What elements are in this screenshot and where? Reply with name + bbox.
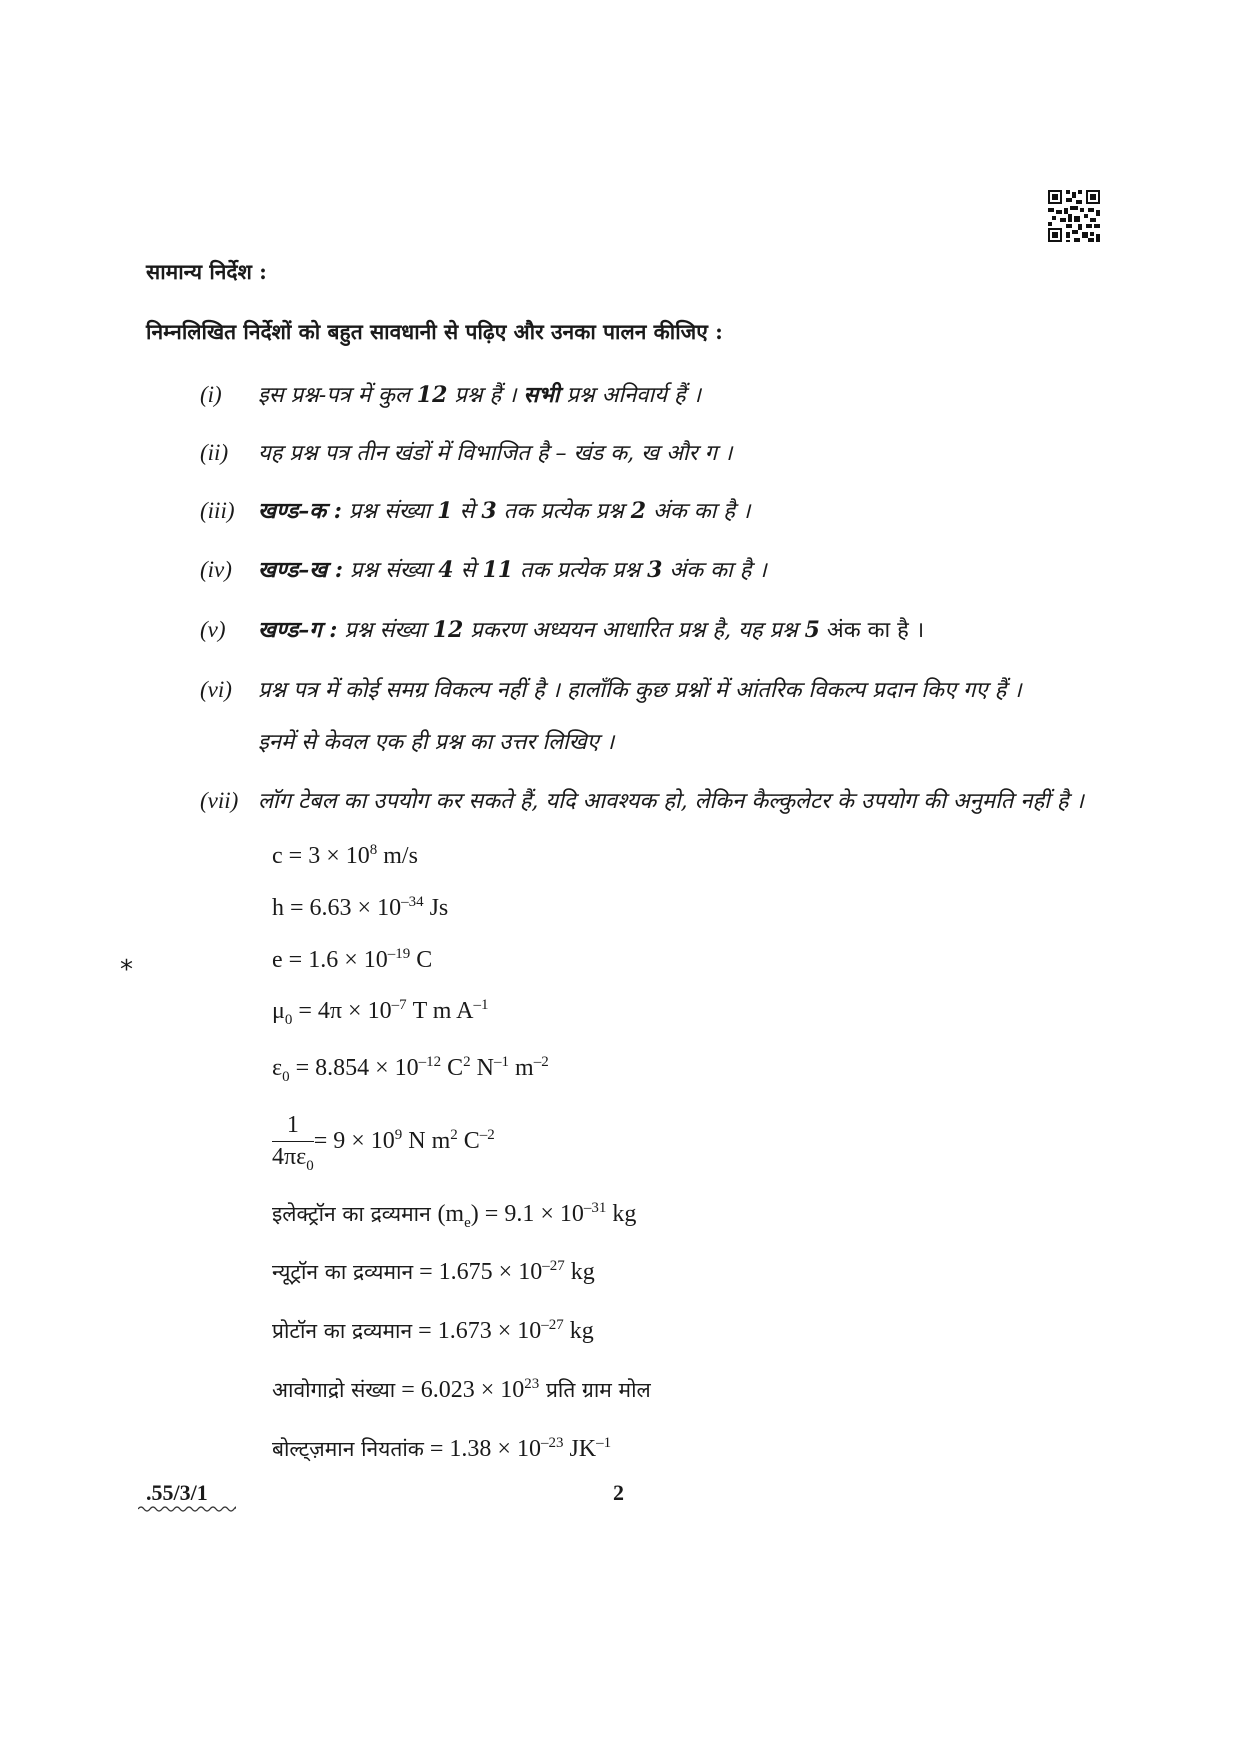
constant-avogadro: आवोगाद्रो संख्या = $6.023 \times 10^{23}$ प्रति ग्राम मोल [272, 1376, 651, 1403]
instruction-item: (ii) यह प्रश्न पत्र तीन खंडों में विभाजित है – खंड क, ख और ग । [200, 440, 733, 466]
instruction-number: (i) [200, 382, 222, 407]
constant-electron-mass: इलेक्ट्रॉन का द्रव्यमान $(m_e) = 9.1 \times 10^{-31}$ kg [272, 1200, 637, 1231]
constant-proton-mass: प्रोटॉन का द्रव्यमान = $1.673 \times 10^{-27}$ kg [272, 1317, 594, 1344]
constant-planck: $h = 6.63 \times 10^{-34}$ Js [272, 894, 449, 921]
margin-mark: * [120, 955, 133, 985]
instructions-intro: निम्नलिखित निर्देशों को बहुत सावधानी से पढ़िए और उनका पालन कीजिए : [146, 319, 723, 344]
instruction-item: (iii) खण्ड–क : प्रश्न संख्या 1 से 3 तक प्रत्येक प्रश्न 2 अंक का है । [200, 498, 751, 524]
paper-code: .55/3/1 [146, 1480, 208, 1505]
instruction-number: (vii) [200, 788, 239, 813]
section-title: सामान्य निर्देश : [146, 259, 267, 284]
constant-electron-charge: $e = 1.6 \times 10^{-19}$ C [272, 946, 433, 973]
instruction-item: (i) इस प्रश्न-पत्र में कुल 12 प्रश्न हैं । सभी प्रश्न अनिवार्य हैं । [200, 382, 701, 408]
instruction-item: (vii) लॉग टेबल का उपयोग कर सकते हैं, यदि आवश्यक हो, लेकिन कैल्कुलेटर के उपयोग की अनुमति नहीं है । [200, 788, 1084, 814]
qr-code-icon [1048, 190, 1100, 242]
constant-mu0: $\mu_0 = 4\pi \times 10^{-7}$ T m $A^{-1}$ [272, 997, 489, 1028]
instruction-continuation: इनमें से केवल एक ही प्रश्न का उत्तर लिखिए । [258, 730, 615, 755]
instruction-number: (v) [200, 617, 226, 642]
instruction-item: (iv) खण्ड–ख : प्रश्न संख्या 4 से 11 तक प्रत्येक प्रश्न 3 अंक का है । [200, 557, 767, 583]
instruction-number: (vi) [200, 677, 232, 702]
instruction-number: (iv) [200, 557, 232, 582]
constant-speed-of-light: $c = 3 \times 10^8$ m/s [272, 842, 418, 869]
constant-neutron-mass: न्यूट्रॉन का द्रव्यमान = $1.675 \times 10^{-27}$ kg [272, 1258, 595, 1285]
instruction-item: (vi) प्रश्न पत्र में कोई समग्र विकल्प नहीं है । हालाँकि कुछ प्रश्नों में आंतरिक विकल्प प्रदान किए गए हैं । [200, 677, 1022, 703]
instruction-number: (iii) [200, 498, 235, 523]
instruction-item: (v) खण्ड–ग : प्रश्न संख्या 12 प्रकरण अध्ययन आधारित प्रश्न है, यह प्रश्न 5 अंक का है । [200, 617, 925, 643]
page-number: 2 [613, 1480, 624, 1505]
constant-coulomb: $\frac{1}{4\pi\varepsilon_0}$ = $9 \times 10^9$ N $m^2$ $C^{-2}$ [272, 1112, 495, 1174]
instruction-number: (ii) [200, 440, 229, 465]
constant-epsilon0: $\varepsilon_0 = 8.854 \times 10^{-12}$ $C^2$ $N^{-1}$ $m^{-2}$ [272, 1054, 549, 1085]
fraction: $\frac{1}{4\pi\varepsilon_0}$ [272, 1112, 314, 1174]
wavy-underline-icon [138, 1505, 236, 1513]
constant-boltzmann: बोल्ट्ज़मान नियतांक = $1.38 \times 10^{-23}$ $JK^{-1}$ [272, 1435, 612, 1462]
